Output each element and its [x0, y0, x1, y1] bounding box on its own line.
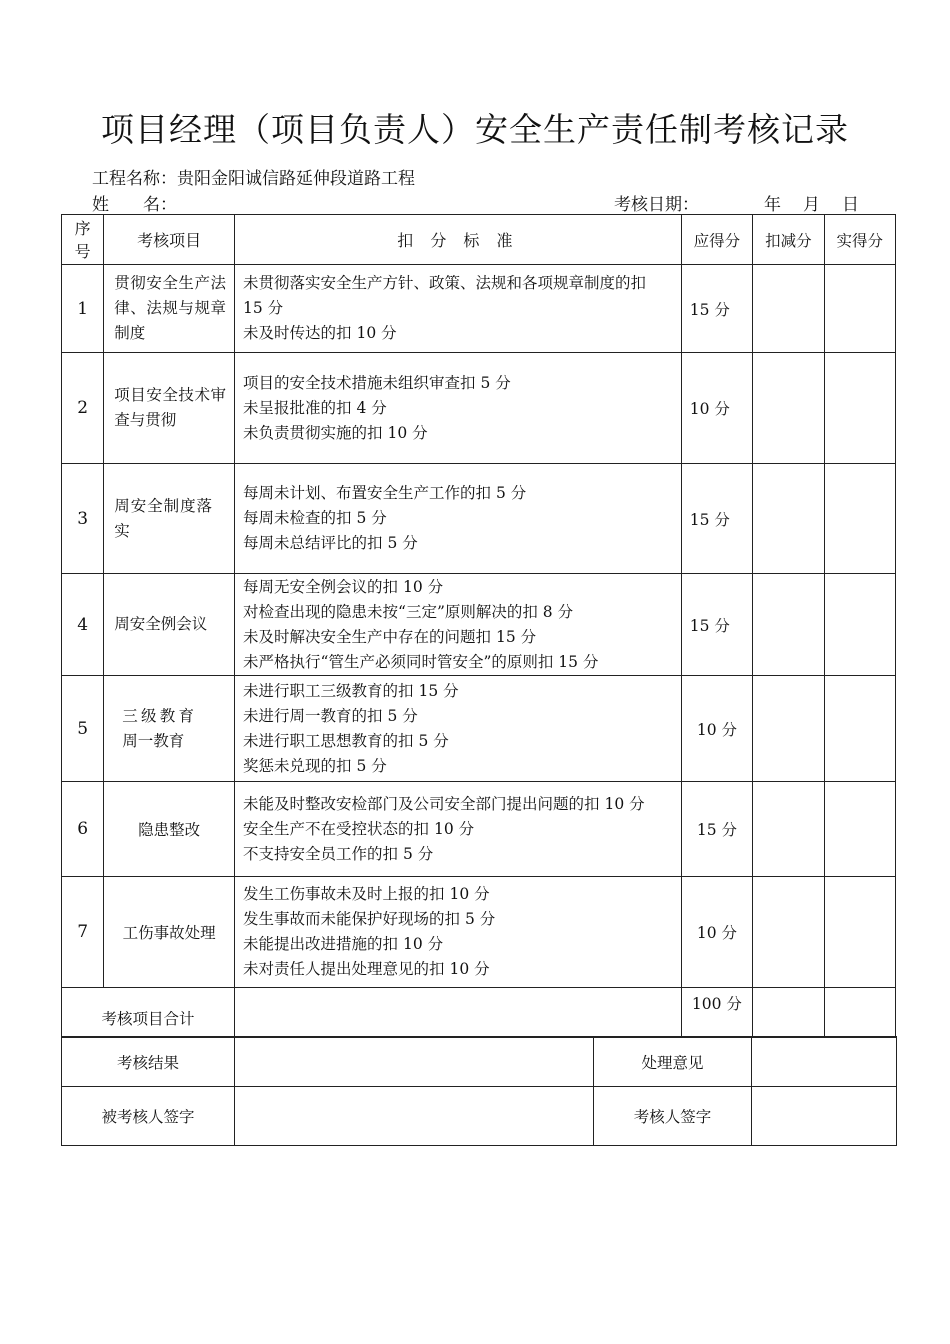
total-label: 考核项目合计 — [62, 988, 235, 1038]
row-points: 15 分 — [681, 265, 752, 353]
total-points: 100 分 — [681, 988, 752, 1038]
row-deduct-cell[interactable] — [753, 265, 824, 353]
table-row — [62, 574, 896, 676]
standard-line: 未对责任人提出处理意见的扣 10 分 — [243, 960, 490, 978]
examinee-sign-cell[interactable] — [235, 1087, 594, 1146]
standard-line: 每周未总结评比的扣 5 分 — [243, 534, 418, 552]
header-item: 考核项目 — [104, 215, 235, 265]
standard-line: 未进行职工思想教育的扣 5 分 — [243, 731, 449, 750]
row-item — [104, 782, 235, 877]
row-standards — [235, 782, 682, 877]
total-row — [62, 988, 896, 1038]
header-seq: 序号 — [62, 215, 104, 265]
assessment-table — [61, 214, 896, 1038]
header-actual: 实得分 — [824, 215, 895, 265]
standard-line: 奖惩未兑现的扣 5 分 — [243, 756, 387, 775]
day-unit: 日 — [842, 195, 859, 215]
row-actual-cell[interactable] — [824, 782, 895, 877]
standard-line: 未及时解决安全生产中存在的问题扣 15 分 — [243, 627, 537, 646]
row-actual-cell[interactable] — [824, 574, 895, 676]
row-seq: 5 — [62, 676, 104, 782]
row-item — [104, 877, 235, 988]
standard-line: 每周未计划、布置安全生产工作的扣 5 分 — [243, 484, 527, 502]
result-label: 考核结果 — [62, 1037, 235, 1087]
table-row — [62, 464, 896, 574]
row-deduct-cell[interactable] — [753, 574, 824, 676]
row-points: 10 分 — [681, 676, 752, 782]
table-row — [62, 676, 896, 782]
standard-line: 未能提出改进措施的扣 10 分 — [243, 935, 444, 953]
standard-line: 未及时传达的扣 10 分 — [243, 324, 397, 342]
signature-row — [62, 1087, 897, 1146]
row-standards — [235, 877, 682, 988]
result-row — [62, 1037, 897, 1087]
row-item — [104, 574, 235, 676]
opinion-value-cell[interactable] — [752, 1037, 897, 1087]
page-title: 项目经理（项目负责人）安全生产责任制考核记录 — [101, 110, 849, 149]
result-table — [61, 1036, 897, 1146]
name-label: 姓 名： — [92, 195, 177, 215]
row-seq: 4 — [62, 574, 104, 676]
header-deduct: 扣减分 — [753, 215, 824, 265]
row-standards — [235, 676, 682, 782]
month-unit: 月 — [803, 195, 820, 215]
row-item-text: 贯彻安全生产法律、法规与规章制度 — [114, 274, 227, 342]
row-item — [104, 464, 235, 574]
row-actual-cell[interactable] — [824, 265, 895, 353]
row-deduct-cell[interactable] — [753, 782, 824, 877]
row-actual-cell[interactable] — [824, 464, 895, 574]
examiner-sign-label: 考核人签字 — [594, 1087, 752, 1146]
row-actual-cell[interactable] — [824, 676, 895, 782]
row-item-text: 周安全制度落实 — [114, 496, 213, 540]
standard-line: 未贯彻落实安全生产方针、政策、法规和各项规章制度的扣 — [243, 274, 647, 292]
table-row — [62, 782, 896, 877]
examiner-sign-cell[interactable] — [752, 1087, 897, 1146]
standard-line: 未严格执行“管生产必须同时管安全”的原则扣 15 分 — [243, 652, 599, 671]
standard-line: 未进行职工三级教育的扣 15 分 — [243, 681, 459, 700]
row-item — [104, 265, 235, 353]
opinion-label: 处理意见 — [594, 1037, 752, 1087]
row-deduct-cell[interactable] — [753, 877, 824, 988]
table-row — [62, 265, 896, 353]
standard-line: 未呈报批准的扣 4 分 — [243, 398, 387, 417]
project-name: 工程名称：贵阳金阳诚信路延伸段道路工程 — [92, 169, 415, 189]
row-seq: 6 — [62, 782, 104, 877]
row-standards — [235, 353, 682, 464]
row-seq: 2 — [62, 353, 104, 464]
standard-line: 每周未检查的扣 5 分 — [243, 509, 387, 527]
date-units — [764, 190, 881, 215]
row-standards — [235, 464, 682, 574]
standard-line: 发生工伤事故未及时上报的扣 10 分 — [243, 885, 490, 903]
row-item-text: 工伤事故处理 — [122, 924, 216, 942]
standard-line: 安全生产不在受控状态的扣 10 分 — [243, 819, 475, 838]
standard-line: 未负责贯彻实施的扣 10 分 — [243, 423, 428, 442]
standard-line: 发生事故而未能保护好现场的扣 5 分 — [243, 910, 496, 928]
row-item-text: 三级教育周一教育 — [122, 706, 195, 750]
examinee-sign-label: 被考核人签字 — [62, 1087, 235, 1146]
row-actual-cell[interactable] — [824, 353, 895, 464]
row-points: 15 分 — [681, 464, 752, 574]
row-standards — [235, 574, 682, 676]
standard-line: 15 分 — [243, 299, 284, 317]
row-points: 15 分 — [681, 782, 752, 877]
row-deduct-cell[interactable] — [753, 353, 824, 464]
header-points: 应得分 — [681, 215, 752, 265]
row-deduct-cell[interactable] — [753, 464, 824, 574]
row-points: 10 分 — [681, 353, 752, 464]
row-item — [104, 353, 235, 464]
standard-line: 未进行周一教育的扣 5 分 — [243, 706, 418, 725]
total-deduct-cell[interactable] — [753, 988, 824, 1038]
standard-line: 未能及时整改安检部门及公司安全部门提出问题的扣 10 分 — [243, 794, 645, 813]
standard-line: 每周无安全例会议的扣 10 分 — [243, 577, 444, 596]
table-row — [62, 353, 896, 464]
row-standards — [235, 265, 682, 353]
row-seq: 3 — [62, 464, 104, 574]
header-standard: 扣 分 标 准 — [235, 215, 682, 265]
row-item — [104, 676, 235, 782]
standard-line: 不支持安全员工作的扣 5 分 — [243, 844, 434, 863]
row-actual-cell[interactable] — [824, 877, 895, 988]
row-points: 10 分 — [681, 877, 752, 988]
row-item-text: 隐患整改 — [138, 821, 201, 839]
table-row — [62, 877, 896, 988]
total-standard-cell — [235, 988, 682, 1038]
year-unit: 年 — [764, 195, 781, 215]
row-points: 15 分 — [681, 574, 752, 676]
row-seq: 1 — [62, 265, 104, 353]
standard-line: 对检查出现的隐患未按“三定”原则解决的扣 8 分 — [243, 602, 574, 621]
row-item-text: 项目安全技术审查与贯彻 — [114, 386, 227, 429]
result-value-cell[interactable] — [235, 1037, 594, 1087]
row-item-text: 周安全例会议 — [114, 615, 208, 633]
total-actual-cell[interactable] — [824, 988, 895, 1038]
row-deduct-cell[interactable] — [753, 676, 824, 782]
standard-line: 项目的安全技术措施未组织审查扣 5 分 — [243, 373, 511, 392]
row-seq: 7 — [62, 877, 104, 988]
header-row — [62, 215, 896, 265]
date-label: 考核日期： — [614, 195, 699, 215]
